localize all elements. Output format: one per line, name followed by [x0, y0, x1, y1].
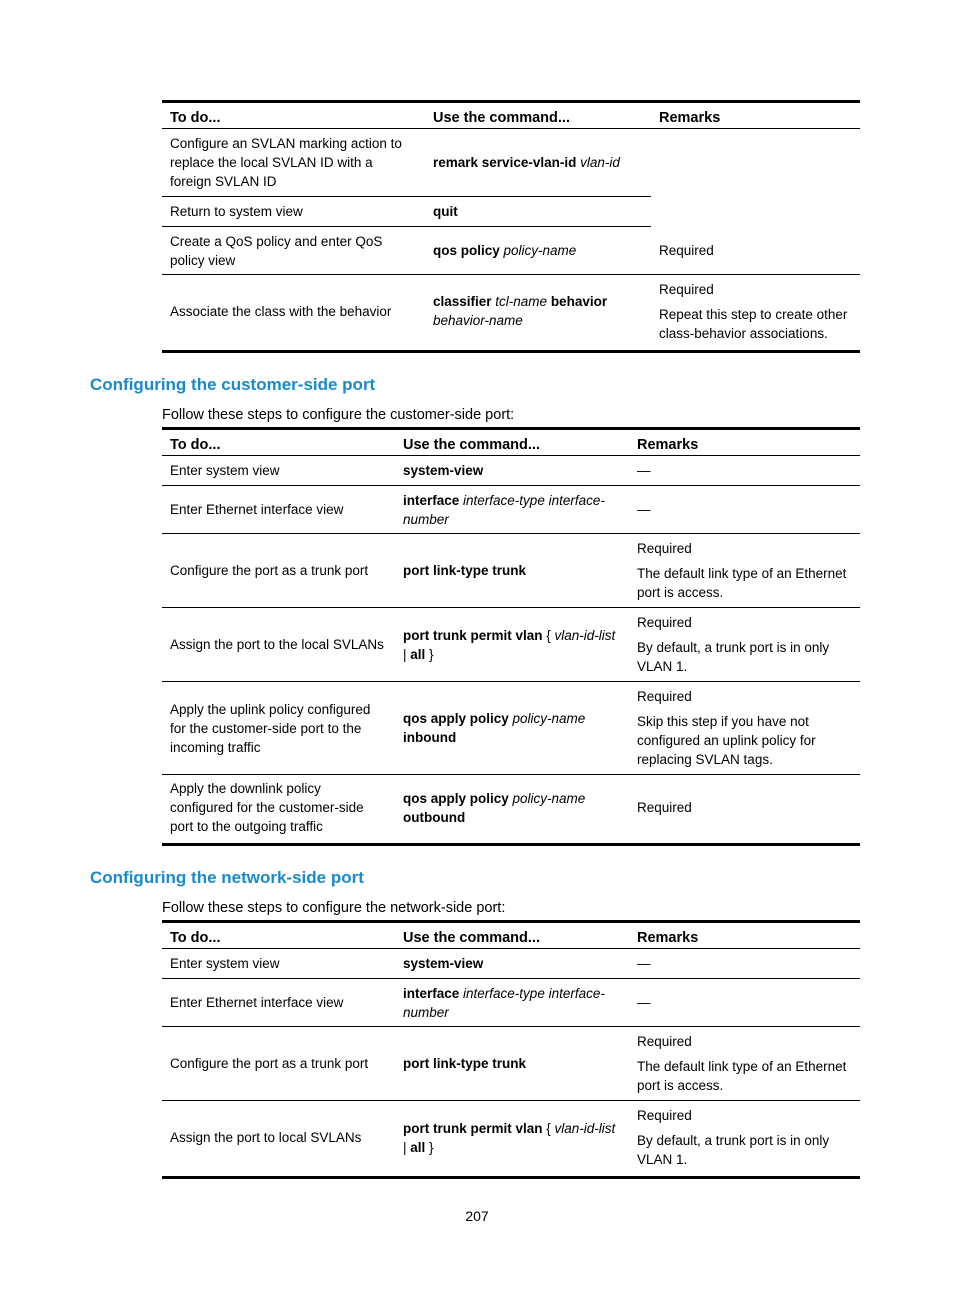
command-argument: behavior-name — [433, 313, 523, 329]
command-keyword: inbound — [403, 730, 457, 745]
todo-cell: Enter Ethernet interface view — [162, 486, 395, 534]
command-cell — [425, 227, 651, 275]
command-argument: interface-type interface-number — [403, 492, 605, 527]
table1-header-remarks: Remarks — [651, 103, 860, 129]
command-keyword: remark service-vlan-id — [433, 155, 581, 170]
command-keyword: all — [410, 1139, 426, 1155]
table3-header-command: Use the command... — [395, 923, 629, 949]
table1-bottom-rule — [162, 350, 860, 353]
command-argument: tcl-name — [495, 294, 548, 310]
remarks-cell — [629, 486, 860, 534]
remarks-cell — [629, 456, 860, 486]
table1-header-todo: To do... — [162, 103, 425, 129]
todo-cell: Apply the downlink policy configured for the customer-side port to the outgoing traffic — [170, 781, 364, 835]
todo-cell: Configure an SVLAN marking action to replace the local SVLAN ID with a foreign SVLAN ID — [162, 129, 425, 197]
remark-text: — — [637, 956, 651, 971]
remark-text: Repeat this step to create other class-behavior associations. — [659, 306, 848, 341]
table3-header-todo: To do... — [162, 923, 395, 949]
command-cell — [395, 1101, 629, 1175]
remark-text: By default, a trunk port is in only VLAN 1. — [637, 1133, 830, 1168]
section-intro-customer-side: Follow these steps to configure the customer-side port: — [162, 407, 515, 423]
section-heading-customer-side: Configuring the customer-side port — [90, 375, 376, 394]
table3-bottom-rule — [162, 1176, 860, 1179]
section-intro-network-side: Follow these steps to configure the network-side port: — [162, 900, 506, 916]
command-keyword: port link-type trunk — [403, 1056, 527, 1071]
remark-text: — — [637, 463, 651, 478]
remarks-cell — [629, 1101, 860, 1175]
todo-cell: Enter Ethernet interface view — [162, 979, 395, 1027]
command-keyword: classifier — [433, 294, 496, 310]
table2-header-command: Use the command... — [395, 430, 629, 456]
table-row — [162, 949, 860, 979]
todo-cell: Create a QoS policy and enter QoS policy view — [162, 227, 425, 275]
todo-cell: Return to system view — [162, 197, 425, 227]
command-cell — [395, 534, 629, 608]
command-keyword: port trunk permit vlan — [403, 627, 543, 643]
command-cell — [395, 456, 629, 486]
command-keyword: behavior — [547, 294, 608, 310]
command-keyword: all — [410, 646, 426, 662]
command-keyword: qos policy — [433, 243, 504, 258]
remark-text: Skip this step if you have not configured an uplink policy for replacing SVLAN tags. — [637, 714, 816, 767]
remark-text: Required — [659, 281, 714, 297]
command-cell — [425, 275, 651, 348]
command-keyword: system-view — [403, 463, 484, 478]
table-row — [162, 129, 860, 197]
todo-cell: Associate the class with the behavior — [170, 303, 392, 319]
command-cell — [395, 775, 629, 841]
remark-text: Required — [637, 1034, 692, 1049]
command-syntax: } — [425, 1139, 434, 1155]
command-keyword: qos apply policy — [403, 790, 513, 806]
todo-cell: Assign the port to local SVLANs — [170, 1130, 362, 1146]
command-argument: vlan-id — [580, 155, 620, 170]
section-heading-network-side: Configuring the network-side port — [90, 868, 364, 887]
table-row — [162, 227, 860, 275]
command-keyword: quit — [433, 204, 458, 219]
remarks-cell — [651, 275, 860, 348]
command-keyword: outbound — [403, 809, 466, 825]
command-argument: vlan-id-list — [554, 627, 616, 643]
command-cell — [395, 949, 629, 979]
command-argument: vlan-id-list — [554, 1120, 616, 1136]
table1-header-command: Use the command... — [425, 103, 651, 129]
remarks-cell — [629, 775, 860, 841]
todo-cell: Apply the uplink policy configured for the customer-side port to the incoming traffic — [162, 682, 395, 775]
remark-text: Required — [637, 541, 692, 556]
todo-cell: Configure the port as a trunk port — [162, 1027, 395, 1101]
remark-text: Required — [637, 615, 692, 630]
command-keyword: interface — [403, 492, 464, 508]
command-cell — [425, 129, 651, 197]
table3 — [162, 923, 860, 1175]
command-syntax: | — [403, 646, 411, 662]
command-cell — [395, 486, 629, 534]
command-syntax: } — [425, 646, 434, 662]
command-argument: interface-type interface-number — [403, 985, 605, 1020]
table-row — [162, 275, 860, 348]
command-cell — [425, 197, 651, 227]
remarks-cell — [651, 227, 860, 275]
table2-bottom-rule — [162, 843, 860, 846]
command-syntax: | — [403, 1139, 411, 1155]
command-cell — [395, 608, 629, 682]
command-argument: policy-name — [503, 243, 577, 258]
remark-text: The default link type of an Ethernet port is access. — [637, 1059, 847, 1093]
table2-header-todo: To do... — [162, 430, 395, 456]
command-keyword: system-view — [403, 956, 484, 971]
remark-text: Required — [637, 800, 692, 816]
command-argument: policy-name — [512, 790, 586, 806]
table-row — [162, 608, 860, 682]
remark-text: By default, a trunk port is in only VLAN 1. — [637, 640, 830, 674]
table2 — [162, 430, 860, 841]
todo-cell: Enter system view — [162, 456, 395, 486]
remark-text: — — [637, 995, 651, 1010]
remarks-cell — [629, 608, 860, 682]
remarks-cell — [651, 129, 860, 227]
remarks-cell — [629, 979, 860, 1027]
command-keyword: port trunk permit vlan — [403, 1120, 543, 1136]
remarks-cell — [629, 534, 860, 608]
command-keyword: interface — [403, 985, 464, 1001]
command-argument: policy-name — [512, 711, 586, 726]
remark-text: Required — [637, 689, 692, 704]
table-row — [162, 456, 860, 486]
table-row — [162, 534, 860, 608]
command-syntax: { — [542, 1120, 555, 1136]
remarks-cell — [629, 682, 860, 775]
table-row — [162, 486, 860, 534]
remark-text: — — [637, 502, 651, 517]
remark-text: Required — [637, 1108, 692, 1124]
table1 — [162, 103, 860, 348]
command-cell — [395, 1027, 629, 1101]
table-row — [162, 1027, 860, 1101]
remark-text: Required — [659, 242, 714, 258]
remarks-cell — [629, 1027, 860, 1101]
table-row — [162, 775, 860, 841]
page-number: 207 — [465, 1208, 489, 1224]
table2-header-remarks: Remarks — [629, 430, 860, 456]
table-row — [162, 979, 860, 1027]
table-row — [162, 682, 860, 775]
remark-text: The default link type of an Ethernet port is access. — [637, 566, 847, 600]
remarks-cell — [629, 949, 860, 979]
command-cell — [395, 682, 629, 775]
todo-cell: Configure the port as a trunk port — [162, 534, 395, 608]
table-row — [162, 1101, 860, 1175]
command-keyword: port link-type trunk — [403, 563, 527, 578]
command-syntax: { — [542, 627, 555, 643]
table3-header-remarks: Remarks — [629, 923, 860, 949]
command-keyword: qos apply policy — [403, 711, 513, 726]
todo-cell: Assign the port to the local SVLANs — [162, 608, 395, 682]
todo-cell: Enter system view — [162, 949, 395, 979]
command-cell — [395, 979, 629, 1027]
